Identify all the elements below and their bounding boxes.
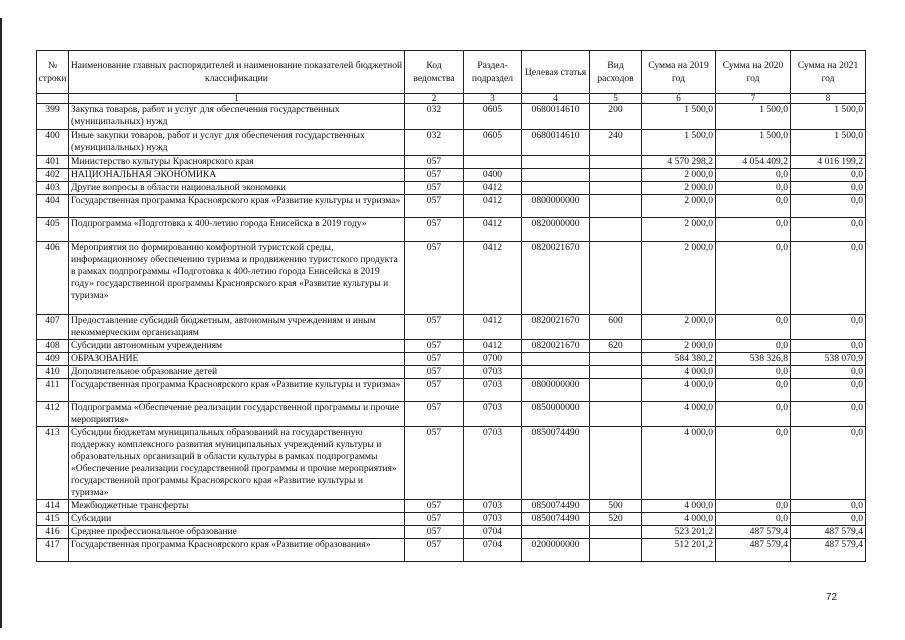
row-number: 404 — [37, 195, 69, 218]
table-row — [37, 315, 866, 340]
row-sum-2020: 0,0 — [716, 366, 791, 379]
row-sum-2021: 487 579,4 — [791, 526, 866, 539]
row-sum-2019: 2 000,0 — [642, 242, 716, 315]
row-sum-2020: 1 500,0 — [716, 130, 791, 156]
row-department-code: 057 — [405, 427, 464, 500]
row-section: 0703 — [464, 402, 522, 427]
row-number: 413 — [37, 427, 69, 500]
row-target-article: 0800000000 — [522, 379, 590, 402]
row-number: 417 — [37, 539, 69, 562]
row-name: Министерство культуры Красноярского края — [69, 156, 405, 169]
header-sum-2020: Сумма на 2020 год — [716, 51, 791, 94]
header-sum-2019: Сумма на 2019 год — [642, 51, 716, 94]
row-sum-2020: 0,0 — [716, 169, 791, 182]
header-department-code: Код ведомства — [405, 51, 464, 94]
row-number: 408 — [37, 340, 69, 353]
row-number: 410 — [37, 366, 69, 379]
row-section: 0703 — [464, 366, 522, 379]
row-sum-2020: 4 054 409,2 — [716, 156, 791, 169]
row-sum-2020: 0,0 — [716, 242, 791, 315]
row-target-article — [522, 353, 590, 366]
row-sum-2020: 487 579,4 — [716, 526, 791, 539]
row-sum-2020: 0,0 — [716, 500, 791, 513]
row-expense-type — [590, 195, 642, 218]
row-department-code: 057 — [405, 513, 464, 526]
row-number: 415 — [37, 513, 69, 526]
row-target-article — [522, 366, 590, 379]
row-sum-2021: 0,0 — [791, 500, 866, 513]
row-department-code: 057 — [405, 182, 464, 195]
table-row — [37, 526, 866, 539]
table-row — [37, 195, 866, 218]
row-section: 0412 — [464, 182, 522, 195]
row-sum-2020: 0,0 — [716, 379, 791, 402]
row-expense-type: 200 — [590, 104, 642, 130]
row-target-article: 0800000000 — [522, 195, 590, 218]
row-department-code: 057 — [405, 526, 464, 539]
row-department-code: 057 — [405, 539, 464, 562]
row-sum-2021: 0,0 — [791, 169, 866, 182]
column-number: 8 — [791, 94, 866, 104]
table-row — [37, 340, 866, 353]
row-section: 0703 — [464, 427, 522, 500]
row-sum-2020: 1 500,0 — [716, 104, 791, 130]
column-number: 2 — [405, 94, 464, 104]
row-target-article: 0820021670 — [522, 315, 590, 340]
row-target-article: 0850074490 — [522, 427, 590, 500]
row-target-article: 0850074490 — [522, 513, 590, 526]
row-section: 0703 — [464, 513, 522, 526]
row-expense-type — [590, 427, 642, 500]
row-sum-2020: 0,0 — [716, 218, 791, 242]
row-expense-type — [590, 379, 642, 402]
row-expense-type — [590, 242, 642, 315]
column-number: 4 — [522, 94, 590, 104]
row-department-code: 057 — [405, 195, 464, 218]
row-name: Подпрограмма «Подготовка к 400-летию города Енисейска в 2019 году» — [69, 218, 405, 242]
row-section: 0412 — [464, 195, 522, 218]
table-header-row — [37, 51, 866, 94]
row-sum-2021: 0,0 — [791, 366, 866, 379]
header-section: Раздел-подраздел — [464, 51, 522, 94]
row-department-code: 057 — [405, 402, 464, 427]
page-number: 72 — [826, 592, 838, 603]
row-sum-2019: 2 000,0 — [642, 218, 716, 242]
row-expense-type — [590, 182, 642, 195]
row-expense-type — [590, 366, 642, 379]
row-sum-2019: 4 000,0 — [642, 366, 716, 379]
row-department-code: 057 — [405, 169, 464, 182]
row-target-article — [522, 182, 590, 195]
row-name: Мероприятия по формированию комфортной туристской среды, информационному обеспечению туризма и продвижению туристского продукта в рамках подпрограммы «Подготовка к 400-летию города Енисейска в 2019 году» государственной программы Красноярского края «Развитие культуры и туризма» — [69, 242, 405, 315]
row-name: Закупка товаров, работ и услуг для обеспечения государственных (муниципальных) нужд — [69, 104, 405, 130]
row-expense-type — [590, 218, 642, 242]
row-number: 399 — [37, 104, 69, 130]
row-sum-2019: 584 380,2 — [642, 353, 716, 366]
row-target-article: 0820000000 — [522, 218, 590, 242]
row-target-article — [522, 169, 590, 182]
row-department-code: 057 — [405, 500, 464, 513]
row-expense-type — [590, 539, 642, 562]
row-expense-type: 500 — [590, 500, 642, 513]
row-name: Другие вопросы в области национальной экономики — [69, 182, 405, 195]
row-sum-2021: 538 070,9 — [791, 353, 866, 366]
table-row — [37, 169, 866, 182]
row-sum-2019: 523 201,2 — [642, 526, 716, 539]
row-sum-2021: 4 016 199,2 — [791, 156, 866, 169]
row-name: Субсидии бюджетам муниципальных образований на государственную поддержку комплексного развития муниципальных учреждений культуры и образовательных организаций в области культуры в рамках подпрограммы «Обеспечение реализации государственной программы и прочие мероприятия» государственной программы Красноярского края «Развитие культуры и туризма» — [69, 427, 405, 500]
row-section: 0412 — [464, 218, 522, 242]
table-row — [37, 104, 866, 130]
row-sum-2021: 1 500,0 — [791, 130, 866, 156]
row-sum-2020: 538 326,8 — [716, 353, 791, 366]
row-sum-2021: 0,0 — [791, 379, 866, 402]
row-number: 405 — [37, 218, 69, 242]
row-sum-2019: 4 000,0 — [642, 500, 716, 513]
row-sum-2019: 4 000,0 — [642, 427, 716, 500]
row-name: Субсидии автономным учреждениям — [69, 340, 405, 353]
row-sum-2021: 0,0 — [791, 427, 866, 500]
row-name: Государственная программа Красноярского края «Развитие образования» — [69, 539, 405, 562]
row-target-article — [522, 156, 590, 169]
budget-table — [36, 50, 866, 562]
row-department-code: 032 — [405, 130, 464, 156]
header-target-article: Целевая статья — [522, 51, 590, 94]
column-number: 5 — [590, 94, 642, 104]
row-number: 400 — [37, 130, 69, 156]
table-row — [37, 156, 866, 169]
column-number: 1 — [69, 94, 405, 104]
row-sum-2019: 1 500,0 — [642, 130, 716, 156]
row-expense-type — [590, 156, 642, 169]
row-number: 402 — [37, 169, 69, 182]
row-name: Субсидии — [69, 513, 405, 526]
row-target-article: 0820021670 — [522, 242, 590, 315]
row-target-article: 0680014610 — [522, 130, 590, 156]
row-target-article: 0200000000 — [522, 539, 590, 562]
row-section: 0400 — [464, 169, 522, 182]
row-department-code: 057 — [405, 315, 464, 340]
row-section: 0605 — [464, 104, 522, 130]
row-sum-2020: 0,0 — [716, 427, 791, 500]
column-number-row — [37, 94, 866, 104]
row-section: 0700 — [464, 353, 522, 366]
table-row — [37, 182, 866, 195]
row-expense-type: 520 — [590, 513, 642, 526]
row-sum-2019: 2 000,0 — [642, 195, 716, 218]
row-name: Подпрограмма «Обеспечение реализации государственной программы и прочие мероприятия» — [69, 402, 405, 427]
table-row — [37, 242, 866, 315]
row-name: ОБРАЗОВАНИЕ — [69, 353, 405, 366]
row-name: НАЦИОНАЛЬНАЯ ЭКОНОМИКА — [69, 169, 405, 182]
row-section: 0412 — [464, 242, 522, 315]
row-sum-2019: 4 000,0 — [642, 513, 716, 526]
row-sum-2020: 0,0 — [716, 315, 791, 340]
row-sum-2019: 512 201,2 — [642, 539, 716, 562]
row-sum-2019: 4 570 298,2 — [642, 156, 716, 169]
header-expense-type: Вид расходов — [590, 51, 642, 94]
row-sum-2021: 0,0 — [791, 402, 866, 427]
row-expense-type — [590, 526, 642, 539]
column-number: 7 — [716, 94, 791, 104]
row-sum-2021: 0,0 — [791, 218, 866, 242]
row-sum-2020: 487 579,4 — [716, 539, 791, 562]
row-number: 403 — [37, 182, 69, 195]
row-name: Дополнительное образование детей — [69, 366, 405, 379]
row-sum-2021: 0,0 — [791, 513, 866, 526]
row-target-article — [522, 526, 590, 539]
row-department-code: 057 — [405, 340, 464, 353]
row-department-code: 057 — [405, 218, 464, 242]
row-name: Предоставление субсидий бюджетным, автономным учреждениям и иным некоммерческим организациям — [69, 315, 405, 340]
row-target-article: 0820021670 — [522, 340, 590, 353]
row-expense-type: 240 — [590, 130, 642, 156]
header-name: Наименование главных распорядителей и наименование показателей бюджетной классификации — [69, 51, 405, 94]
row-expense-type — [590, 169, 642, 182]
row-number: 412 — [37, 402, 69, 427]
row-department-code: 032 — [405, 104, 464, 130]
row-sum-2021: 1 500,0 — [791, 104, 866, 130]
row-target-article: 0850000000 — [522, 402, 590, 427]
row-sum-2020: 0,0 — [716, 182, 791, 195]
row-sum-2021: 0,0 — [791, 340, 866, 353]
row-sum-2021: 0,0 — [791, 195, 866, 218]
row-sum-2020: 0,0 — [716, 195, 791, 218]
row-number: 407 — [37, 315, 69, 340]
row-expense-type: 620 — [590, 340, 642, 353]
row-sum-2021: 0,0 — [791, 242, 866, 315]
table-row — [37, 379, 866, 402]
row-department-code: 057 — [405, 242, 464, 315]
row-sum-2019: 2 000,0 — [642, 315, 716, 340]
row-department-code: 057 — [405, 156, 464, 169]
row-target-article: 0850074490 — [522, 500, 590, 513]
row-section: 0412 — [464, 340, 522, 353]
row-sum-2019: 2 000,0 — [642, 169, 716, 182]
row-sum-2021: 0,0 — [791, 315, 866, 340]
row-section: 0704 — [464, 539, 522, 562]
table-row — [37, 402, 866, 427]
row-number: 416 — [37, 526, 69, 539]
row-sum-2020: 0,0 — [716, 340, 791, 353]
table-row — [37, 130, 866, 156]
row-sum-2019: 4 000,0 — [642, 402, 716, 427]
row-sum-2019: 4 000,0 — [642, 379, 716, 402]
table-row — [37, 513, 866, 526]
row-section: 0703 — [464, 500, 522, 513]
table-row — [37, 427, 866, 500]
header-row-number: № строки — [37, 51, 69, 94]
row-number: 406 — [37, 242, 69, 315]
row-name: Государственная программа Красноярского края «Развитие культуры и туризма» — [69, 195, 405, 218]
row-sum-2020: 0,0 — [716, 513, 791, 526]
table-row — [37, 500, 866, 513]
row-sum-2021: 487 579,4 — [791, 539, 866, 562]
row-number: 409 — [37, 353, 69, 366]
row-department-code: 057 — [405, 379, 464, 402]
column-number: 6 — [642, 94, 716, 104]
table-row — [37, 218, 866, 242]
row-name: Государственная программа Красноярского края «Развитие культуры и туризма» — [69, 379, 405, 402]
row-sum-2021: 0,0 — [791, 182, 866, 195]
page-edge-line — [0, 18, 2, 628]
row-sum-2019: 2 000,0 — [642, 182, 716, 195]
row-section: 0412 — [464, 315, 522, 340]
row-section: 0605 — [464, 130, 522, 156]
row-target-article: 0680014610 — [522, 104, 590, 130]
row-name: Среднее профессиональное образование — [69, 526, 405, 539]
row-number: 401 — [37, 156, 69, 169]
row-section — [464, 156, 522, 169]
table-row — [37, 366, 866, 379]
row-expense-type — [590, 402, 642, 427]
row-sum-2020: 0,0 — [716, 402, 791, 427]
row-section: 0703 — [464, 379, 522, 402]
row-section: 0704 — [464, 526, 522, 539]
header-sum-2021: Сумма на 2021 год — [791, 51, 866, 94]
row-sum-2019: 2 000,0 — [642, 340, 716, 353]
table-row — [37, 539, 866, 562]
column-number — [37, 94, 69, 104]
row-name: Межбюджетные трансферты — [69, 500, 405, 513]
row-number: 411 — [37, 379, 69, 402]
row-department-code: 057 — [405, 353, 464, 366]
row-number: 414 — [37, 500, 69, 513]
column-number: 3 — [464, 94, 522, 104]
table-row — [37, 353, 866, 366]
row-department-code: 057 — [405, 366, 464, 379]
row-name: Иные закупки товаров, работ и услуг для обеспечения государственных (муниципальных) нужд — [69, 130, 405, 156]
row-sum-2019: 1 500,0 — [642, 104, 716, 130]
row-expense-type — [590, 353, 642, 366]
row-expense-type: 600 — [590, 315, 642, 340]
